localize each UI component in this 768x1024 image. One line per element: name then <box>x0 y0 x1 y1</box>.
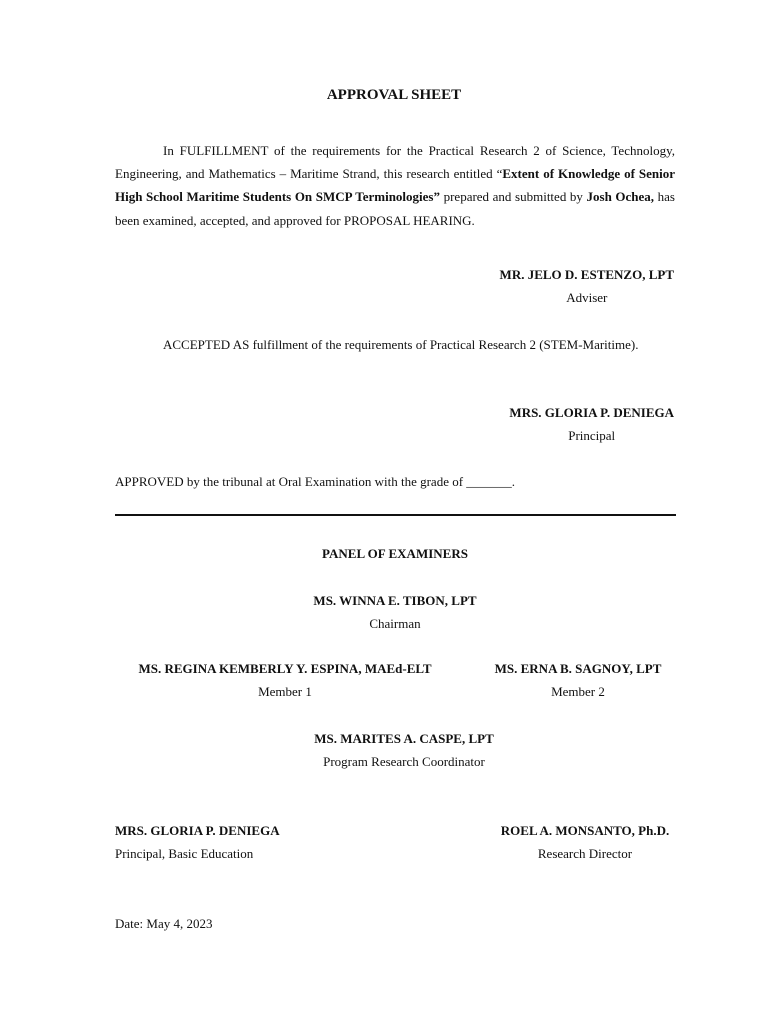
principal-role: Principal <box>568 428 616 443</box>
author-name: Josh Ochea, <box>586 189 655 205</box>
chairman-role: Chairman <box>369 616 421 631</box>
accepted-text: ACCEPTED AS fulfillment of the requirements of Practical Research 2 (STEM-Maritime). <box>163 337 639 352</box>
principal-basic-role: Principal, Basic Education <box>115 846 254 861</box>
fulfillment-paragraph <box>115 139 675 232</box>
fulfillment-text-2: prepared and submitted by <box>439 189 587 205</box>
accepted-paragraph <box>115 333 675 356</box>
adviser-signature <box>500 267 674 306</box>
member1-role: Member 1 <box>258 684 312 699</box>
fulfillment-text-3: has been examined, accepted, and approved for PROPOSAL HEARING. <box>115 189 675 228</box>
member1-name: MS. REGINA KEMBERLY Y. ESPINA, MAEd-ELT <box>138 661 432 676</box>
coordinator-signature <box>254 731 554 770</box>
approved-line: APPROVED by the tribunal at Oral Examination with the grade of _______. <box>115 474 516 489</box>
member2-name: MS. ERNA B. SAGNOY, LPT <box>494 661 662 676</box>
principal-basic-name: MRS. GLORIA P. DENIEGA <box>115 823 280 838</box>
coordinator-name: MS. MARITES A. CASPE, LPT <box>314 731 494 746</box>
fulfillment-text-1: In FULFILLMENT of the requirements for the Practical Research 2 of Science, Technology, Engineering, and Mathematics – Maritime Strand, this research entitled “ <box>115 143 675 182</box>
divider-line <box>115 514 676 516</box>
principal-name: MRS. GLORIA P. DENIEGA <box>509 405 674 420</box>
adviser-role: Adviser <box>566 290 608 305</box>
member2-role: Member 2 <box>551 684 605 699</box>
research-title: Extent of Knowledge of Senior High School Maritime Students On SMCP Terminologies” <box>115 166 676 205</box>
research-director-name: ROEL A. MONSANTO, Ph.D. <box>500 823 670 838</box>
chairman-name: MS. WINNA E. TIBON, LPT <box>313 593 477 608</box>
member2-signature <box>478 661 678 700</box>
principal-basic-signature <box>115 823 280 862</box>
member1-signature <box>110 661 460 700</box>
research-director-signature <box>470 823 700 862</box>
page-title: APPROVAL SHEET <box>326 87 462 103</box>
panel-heading: PANEL OF EXAMINERS <box>322 546 468 561</box>
principal-signature <box>509 405 674 444</box>
adviser-name: MR. JELO D. ESTENZO, LPT <box>499 267 674 282</box>
coordinator-role: Program Research Coordinator <box>323 754 485 769</box>
research-director-role: Research Director <box>537 846 633 861</box>
chairman-signature <box>245 593 545 632</box>
date-line: Date: May 4, 2023 <box>115 916 213 931</box>
